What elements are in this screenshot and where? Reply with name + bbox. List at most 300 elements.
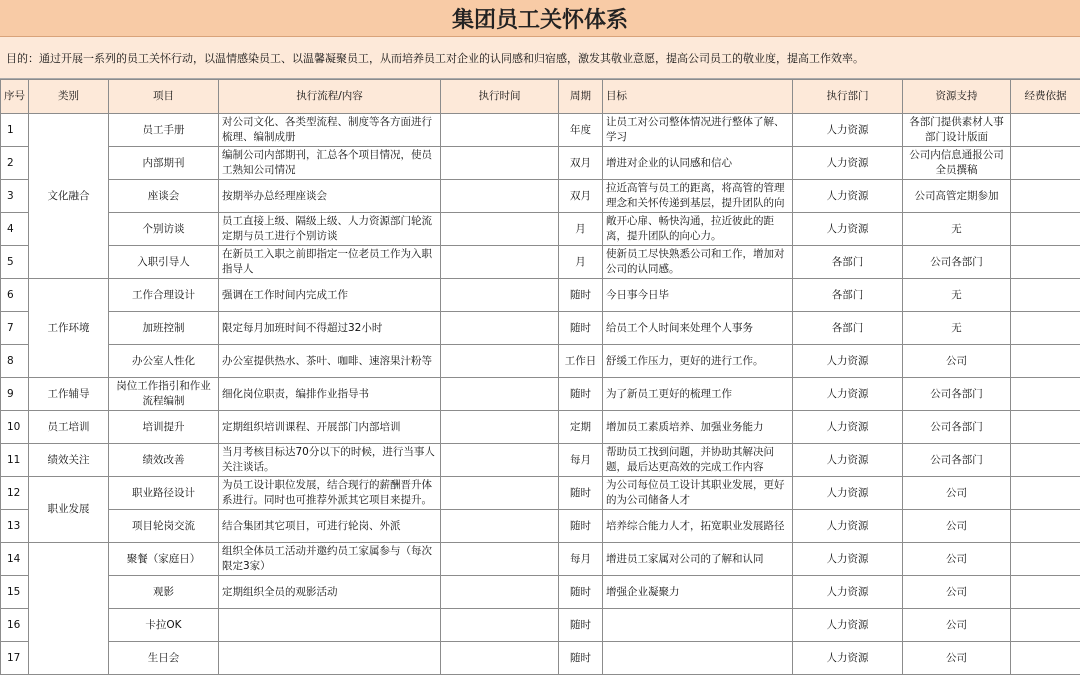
cell-expense[interactable] — [1011, 477, 1080, 510]
cell-cycle[interactable] — [559, 543, 603, 576]
cell-time[interactable] — [441, 576, 559, 609]
table-row — [1, 411, 1080, 444]
cell-item[interactable] — [109, 642, 219, 675]
cell-dept-text: 人力资源 — [826, 651, 869, 664]
cell-time[interactable] — [441, 543, 559, 576]
cell-item-text: 内部期刊 — [142, 156, 185, 169]
cell-resource-text: 公司 — [946, 585, 967, 598]
cell-dept-text: 各部门 — [831, 288, 864, 301]
cell-resource[interactable] — [903, 213, 1011, 246]
header-category[interactable]: 类别 — [29, 80, 109, 114]
cell-dept[interactable] — [793, 345, 903, 378]
cell-cycle[interactable] — [559, 114, 603, 147]
cell-category[interactable] — [29, 543, 109, 675]
cell-cycle-text: 双月 — [570, 156, 591, 169]
table-row — [1, 345, 1080, 378]
cell-resource-text: 公司 — [946, 486, 967, 499]
table-row — [1, 609, 1080, 642]
cell-cycle-text: 每月 — [570, 453, 591, 466]
cell-item[interactable] — [109, 609, 219, 642]
cell-item-text: 项目轮岗交流 — [132, 519, 195, 532]
cell-expense[interactable] — [1011, 279, 1080, 312]
cell-goal[interactable] — [603, 609, 793, 642]
cell-item-text: 绩效改善 — [142, 453, 185, 466]
cell-expense[interactable] — [1011, 576, 1080, 609]
cell-process[interactable] — [219, 378, 441, 411]
header-seq[interactable]: 序号 — [1, 80, 29, 114]
cell-cycle[interactable] — [559, 345, 603, 378]
table-row — [1, 510, 1080, 543]
cell-seq-text: 13 — [7, 519, 21, 532]
cell-process[interactable] — [219, 642, 441, 675]
cell-expense[interactable] — [1011, 411, 1080, 444]
cell-resource[interactable] — [903, 345, 1011, 378]
cell-cycle-text: 月 — [575, 222, 586, 235]
cell-expense[interactable] — [1011, 378, 1080, 411]
header-row — [1, 80, 1080, 114]
cell-resource-text: 无 — [951, 222, 962, 235]
cell-process-text: 定期组织培训课程、开展部门内部培训 — [222, 420, 401, 433]
cell-goal[interactable] — [603, 114, 793, 147]
header-process[interactable]: 执行流程/内容 — [219, 80, 441, 114]
cell-process[interactable] — [219, 345, 441, 378]
cell-goal-text: 使新员工尽快熟悉公司和工作，增加对公司的认同感。 — [606, 248, 785, 275]
cell-dept-text: 人力资源 — [826, 552, 869, 565]
cell-time[interactable] — [441, 180, 559, 213]
table-body — [1, 114, 1080, 675]
cell-process[interactable] — [219, 147, 441, 180]
cell-cycle-text: 随时 — [570, 288, 591, 301]
cell-resource[interactable] — [903, 114, 1011, 147]
cell-item-text: 办公室人性化 — [132, 354, 195, 367]
cell-goal[interactable] — [603, 543, 793, 576]
cell-goal-text: 拉近高管与员工的距离，将高管的管理理念和关怀传递到基层，提升团队的向 — [606, 182, 785, 209]
cell-item[interactable] — [109, 576, 219, 609]
cell-dept[interactable] — [793, 642, 903, 675]
cell-goal[interactable] — [603, 312, 793, 345]
cell-resource[interactable] — [903, 312, 1011, 345]
cell-category[interactable] — [29, 444, 109, 477]
cell-cycle[interactable] — [559, 279, 603, 312]
table-row — [1, 114, 1080, 147]
cell-item[interactable] — [109, 180, 219, 213]
cell-cycle-text: 随时 — [570, 486, 591, 499]
cell-seq[interactable] — [1, 213, 29, 246]
cell-dept[interactable] — [793, 411, 903, 444]
cell-item[interactable] — [109, 477, 219, 510]
cell-process-text: 员工直接上级、隔级上级、人力资源部门轮流定期与员工进行个别访谈 — [222, 215, 432, 242]
cell-goal-text: 敞开心扉、畅快沟通，拉近彼此的距离，提升团队的向心力。 — [606, 215, 774, 242]
cell-dept-text: 人力资源 — [826, 618, 869, 631]
cell-goal[interactable] — [603, 642, 793, 675]
cell-process-text: 按期举办总经理座谈会 — [222, 189, 327, 202]
cell-resource-text: 无 — [951, 288, 962, 301]
cell-process[interactable] — [219, 444, 441, 477]
cell-expense[interactable] — [1011, 213, 1080, 246]
cell-process-text: 组织全体员工活动并邀约员工家属参与（每次限定3家） — [222, 545, 432, 572]
cell-process[interactable] — [219, 213, 441, 246]
cell-item-text: 岗位工作指引和作业流程编制 — [116, 380, 211, 407]
cell-resource-text: 公司高管定期参加 — [914, 189, 999, 202]
cell-time[interactable] — [441, 213, 559, 246]
cell-dept-text: 人力资源 — [826, 486, 869, 499]
cell-item[interactable] — [109, 378, 219, 411]
cell-time[interactable] — [441, 147, 559, 180]
header-expense[interactable]: 经费依据 — [1011, 80, 1080, 114]
table-row — [1, 576, 1080, 609]
cell-seq[interactable] — [1, 477, 29, 510]
cell-seq-text: 7 — [7, 321, 14, 334]
cell-seq-text: 9 — [7, 387, 14, 400]
cell-seq-text: 3 — [7, 189, 14, 202]
cell-item-text: 观影 — [153, 585, 174, 598]
cell-cycle-text: 随时 — [570, 651, 591, 664]
table-row — [1, 246, 1080, 279]
purpose-statement: 目的：通过开展一系列的员工关怀行动，以温情感染员工、以温馨凝聚员工，从而培养员工对企业的认同感和归宿感，激发其敬业意愿，提高公司员工的敬业度，提高工作效率。 — [0, 37, 1080, 79]
cell-resource-text: 公司内信息通报公司全员撰稿 — [909, 149, 1004, 176]
care-system-table — [0, 79, 1080, 675]
cell-category-text: 员工培训 — [47, 420, 90, 433]
cell-goal[interactable] — [603, 213, 793, 246]
cell-dept[interactable] — [793, 180, 903, 213]
cell-process-text: 限定每月加班时间不得超过32小时 — [222, 321, 383, 334]
cell-seq[interactable] — [1, 609, 29, 642]
cell-cycle[interactable] — [559, 147, 603, 180]
table-row — [1, 642, 1080, 675]
table-row — [1, 279, 1080, 312]
cell-cycle[interactable] — [559, 510, 603, 543]
cell-process[interactable] — [219, 576, 441, 609]
cell-expense[interactable] — [1011, 180, 1080, 213]
header-item[interactable]: 项目 — [109, 80, 219, 114]
cell-time[interactable] — [441, 411, 559, 444]
cell-dept[interactable] — [793, 378, 903, 411]
cell-resource[interactable] — [903, 411, 1011, 444]
cell-goal[interactable] — [603, 576, 793, 609]
cell-dept-text: 人力资源 — [826, 123, 869, 136]
cell-process[interactable] — [219, 609, 441, 642]
cell-cycle[interactable] — [559, 411, 603, 444]
cell-cycle[interactable] — [559, 312, 603, 345]
cell-dept[interactable] — [793, 312, 903, 345]
cell-category-text: 职业发展 — [47, 503, 90, 515]
cell-resource[interactable] — [903, 378, 1011, 411]
cell-dept[interactable] — [793, 444, 903, 477]
cell-dept[interactable] — [793, 477, 903, 510]
cell-expense[interactable] — [1011, 444, 1080, 477]
cell-expense[interactable] — [1011, 642, 1080, 675]
cell-goal[interactable] — [603, 444, 793, 477]
cell-item[interactable] — [109, 411, 219, 444]
cell-seq[interactable] — [1, 246, 29, 279]
cell-seq[interactable] — [1, 576, 29, 609]
cell-goal[interactable] — [603, 345, 793, 378]
cell-dept[interactable] — [793, 576, 903, 609]
cell-resource-text: 公司各部门 — [930, 255, 983, 268]
cell-goal-text: 给员工个人时间来处理个人事务 — [606, 321, 753, 334]
cell-resource[interactable] — [903, 642, 1011, 675]
cell-seq[interactable] — [1, 180, 29, 213]
cell-seq-text: 12 — [7, 486, 21, 499]
cell-category-text: 文化融合 — [47, 189, 90, 202]
cell-resource[interactable] — [903, 510, 1011, 543]
cell-goal-text: 培养综合能力人才，拓宽职业发展路径 — [606, 519, 785, 532]
cell-seq[interactable] — [1, 378, 29, 411]
cell-dept-text: 各部门 — [831, 321, 864, 334]
cell-item-text: 加班控制 — [142, 321, 185, 334]
cell-time[interactable] — [441, 510, 559, 543]
table-row — [1, 477, 1080, 510]
cell-process[interactable] — [219, 543, 441, 576]
cell-item-text: 生日会 — [147, 651, 180, 664]
cell-item[interactable] — [109, 510, 219, 543]
cell-resource-text: 公司各部门 — [930, 453, 983, 466]
cell-goal-text: 为公司每位员工设计其职业发展，更好的为公司储备人才 — [606, 479, 785, 506]
cell-item[interactable] — [109, 213, 219, 246]
cell-cycle[interactable] — [559, 477, 603, 510]
cell-dept-text: 人力资源 — [826, 156, 869, 169]
cell-time[interactable] — [441, 279, 559, 312]
cell-dept[interactable] — [793, 279, 903, 312]
cell-time[interactable] — [441, 609, 559, 642]
cell-process[interactable] — [219, 411, 441, 444]
cell-process-text: 在新员工入职之前即指定一位老员工作为入职指导人 — [222, 248, 432, 275]
cell-time[interactable] — [441, 114, 559, 147]
cell-expense[interactable] — [1011, 312, 1080, 345]
cell-dept-text: 人力资源 — [826, 585, 869, 598]
cell-goal[interactable] — [603, 279, 793, 312]
cell-time[interactable] — [441, 642, 559, 675]
cell-item-text: 卡拉OK — [145, 618, 182, 631]
cell-dept[interactable] — [793, 609, 903, 642]
cell-cycle[interactable] — [559, 576, 603, 609]
cell-seq-text: 14 — [7, 552, 21, 565]
table-row — [1, 147, 1080, 180]
header-goal[interactable]: 目标 — [603, 80, 793, 114]
cell-expense[interactable] — [1011, 510, 1080, 543]
cell-resource-text: 公司各部门 — [930, 420, 983, 433]
cell-cycle[interactable] — [559, 444, 603, 477]
cell-dept[interactable] — [793, 543, 903, 576]
cell-dept-text: 人力资源 — [826, 189, 869, 202]
cell-process-text: 定期组织全员的观影活动 — [222, 585, 338, 598]
cell-goal[interactable] — [603, 411, 793, 444]
table-row — [1, 378, 1080, 411]
cell-item[interactable] — [109, 345, 219, 378]
cell-category-text: 绩效关注 — [47, 453, 90, 466]
cell-cycle-text: 月 — [575, 255, 586, 268]
cell-category-text: 工作环境 — [47, 321, 90, 334]
cell-expense[interactable] — [1011, 345, 1080, 378]
cell-item-text: 工作合理设计 — [132, 288, 195, 301]
cell-resource[interactable] — [903, 477, 1011, 510]
cell-time[interactable] — [441, 345, 559, 378]
cell-time[interactable] — [441, 246, 559, 279]
cell-process-text: 为员工设计职位发展，结合现行的薪酬晋升体系进行。同时也可推荐外派其它项目来提升。 — [222, 479, 432, 506]
cell-process[interactable] — [219, 312, 441, 345]
cell-cycle-text: 随时 — [570, 321, 591, 334]
cell-dept[interactable] — [793, 246, 903, 279]
cell-category[interactable] — [29, 378, 109, 411]
cell-process[interactable] — [219, 279, 441, 312]
header-resource[interactable]: 资源支持 — [903, 80, 1011, 114]
cell-seq-text: 10 — [7, 420, 21, 433]
cell-item[interactable] — [109, 312, 219, 345]
header-cycle[interactable]: 周期 — [559, 80, 603, 114]
table-row — [1, 213, 1080, 246]
cell-resource-text: 各部门提供素材人事部门设计版面 — [909, 116, 1004, 143]
cell-resource[interactable] — [903, 246, 1011, 279]
cell-process-text: 结合集团其它项目，可进行轮岗、外派 — [222, 519, 401, 532]
cell-goal[interactable] — [603, 510, 793, 543]
cell-resource-text: 公司各部门 — [930, 387, 983, 400]
cell-dept[interactable] — [793, 213, 903, 246]
cell-seq-text: 5 — [7, 255, 14, 268]
cell-dept[interactable] — [793, 510, 903, 543]
cell-cycle-text: 每月 — [570, 552, 591, 565]
cell-cycle-text: 年度 — [570, 123, 591, 136]
cell-dept-text: 人力资源 — [826, 453, 869, 466]
cell-dept[interactable] — [793, 114, 903, 147]
cell-seq-text: 4 — [7, 222, 14, 235]
cell-item-text: 职业路径设计 — [132, 486, 195, 499]
cell-seq[interactable] — [1, 444, 29, 477]
cell-cycle[interactable] — [559, 378, 603, 411]
cell-cycle[interactable] — [559, 246, 603, 279]
cell-cycle[interactable] — [559, 213, 603, 246]
cell-resource-text: 公司 — [946, 618, 967, 631]
sheet-title: 集团员工关怀体系 — [0, 0, 1080, 37]
cell-seq[interactable] — [1, 510, 29, 543]
cell-resource[interactable] — [903, 279, 1011, 312]
cell-time[interactable] — [441, 378, 559, 411]
cell-item-text: 员工手册 — [142, 123, 185, 136]
cell-process[interactable] — [219, 510, 441, 543]
cell-resource[interactable] — [903, 444, 1011, 477]
cell-category[interactable] — [29, 411, 109, 444]
cell-expense[interactable] — [1011, 543, 1080, 576]
cell-item[interactable] — [109, 279, 219, 312]
cell-seq[interactable] — [1, 543, 29, 576]
cell-goal-text: 帮助员工找到问题，并协助其解决问题，最后达更高效的完成工作内容 — [606, 446, 774, 473]
cell-seq-text: 11 — [7, 453, 21, 466]
cell-process-text: 强调在工作时间内完成工作 — [222, 288, 348, 301]
cell-goal-text: 让员工对公司整体情况进行整体了解、学习 — [606, 116, 785, 143]
cell-goal[interactable] — [603, 147, 793, 180]
cell-resource[interactable] — [903, 147, 1011, 180]
cell-resource-text: 公司 — [946, 354, 967, 367]
cell-cycle[interactable] — [559, 642, 603, 675]
cell-process-text: 对公司文化、各类型流程、制度等各方面进行梳理、编制成册 — [222, 116, 432, 143]
cell-item-text: 个别访谈 — [142, 222, 185, 235]
cell-item[interactable] — [109, 543, 219, 576]
cell-dept-text: 人力资源 — [826, 222, 869, 235]
cell-time[interactable] — [441, 477, 559, 510]
cell-item[interactable] — [109, 114, 219, 147]
cell-process-text: 编制公司内部期刊，汇总各个项目情况，使员工熟知公司情况 — [222, 149, 432, 176]
cell-expense[interactable] — [1011, 246, 1080, 279]
cell-goal[interactable] — [603, 180, 793, 213]
cell-cycle[interactable] — [559, 609, 603, 642]
cell-dept-text: 人力资源 — [826, 354, 869, 367]
cell-item[interactable] — [109, 246, 219, 279]
cell-cycle-text: 定期 — [570, 420, 591, 433]
cell-process-text: 办公室提供热水、茶叶、咖啡、速溶果汁粉等 — [222, 354, 432, 367]
cell-dept-text: 各部门 — [831, 255, 864, 268]
cell-seq[interactable] — [1, 147, 29, 180]
table-row — [1, 180, 1080, 213]
cell-seq[interactable] — [1, 279, 29, 312]
cell-resource[interactable] — [903, 180, 1011, 213]
cell-category-text: 工作辅导 — [47, 387, 90, 400]
table-row — [1, 444, 1080, 477]
cell-item[interactable] — [109, 444, 219, 477]
cell-resource[interactable] — [903, 609, 1011, 642]
cell-expense[interactable] — [1011, 609, 1080, 642]
cell-resource[interactable] — [903, 543, 1011, 576]
cell-seq[interactable] — [1, 642, 29, 675]
cell-category[interactable] — [29, 114, 109, 279]
cell-process-text: 细化岗位职责，编排作业指导书 — [222, 387, 369, 400]
cell-cycle-text: 随时 — [570, 585, 591, 598]
table-row — [1, 312, 1080, 345]
cell-cycle-text: 随时 — [570, 618, 591, 631]
cell-seq[interactable] — [1, 312, 29, 345]
cell-process[interactable] — [219, 246, 441, 279]
cell-expense[interactable] — [1011, 114, 1080, 147]
cell-process[interactable] — [219, 477, 441, 510]
cell-goal-text: 增加员工素质培养、加强业务能力 — [606, 420, 764, 433]
cell-goal-text: 今日事今日毕 — [606, 288, 669, 301]
cell-cycle-text: 随时 — [570, 519, 591, 532]
cell-category[interactable] — [29, 279, 109, 378]
cell-expense[interactable] — [1011, 147, 1080, 180]
cell-item[interactable] — [109, 147, 219, 180]
cell-cycle[interactable] — [559, 180, 603, 213]
cell-seq[interactable] — [1, 411, 29, 444]
cell-dept[interactable] — [793, 147, 903, 180]
cell-process[interactable] — [219, 180, 441, 213]
cell-process[interactable] — [219, 114, 441, 147]
cell-seq-text: 17 — [7, 651, 21, 664]
header-dept[interactable]: 执行部门 — [793, 80, 903, 114]
cell-goal[interactable] — [603, 246, 793, 279]
header-time[interactable]: 执行时间 — [441, 80, 559, 114]
table-row — [1, 543, 1080, 576]
cell-goal[interactable] — [603, 477, 793, 510]
cell-cycle-text: 随时 — [570, 387, 591, 400]
cell-time[interactable] — [441, 444, 559, 477]
cell-seq-text: 1 — [7, 123, 14, 136]
cell-category[interactable] — [29, 477, 109, 543]
cell-resource-text: 公司 — [946, 519, 967, 532]
cell-goal-text: 增进对企业的认同感和信心 — [606, 156, 732, 169]
cell-seq[interactable] — [1, 345, 29, 378]
cell-resource-text: 公司 — [946, 552, 967, 565]
cell-resource[interactable] — [903, 576, 1011, 609]
cell-goal[interactable] — [603, 378, 793, 411]
cell-dept-text: 人力资源 — [826, 519, 869, 532]
cell-seq-text: 8 — [7, 354, 14, 367]
cell-goal-text: 舒缓工作压力，更好的进行工作。 — [606, 354, 764, 367]
cell-seq-text: 16 — [7, 618, 21, 631]
cell-goal-text: 增进员工家属对公司的了解和认同 — [606, 552, 764, 565]
cell-dept-text: 人力资源 — [826, 420, 869, 433]
cell-seq[interactable] — [1, 114, 29, 147]
cell-time[interactable] — [441, 312, 559, 345]
cell-seq-text: 2 — [7, 156, 14, 169]
cell-process-text: 当月考核目标达70分以下的时候，进行当事人关注谈话。 — [222, 446, 435, 473]
